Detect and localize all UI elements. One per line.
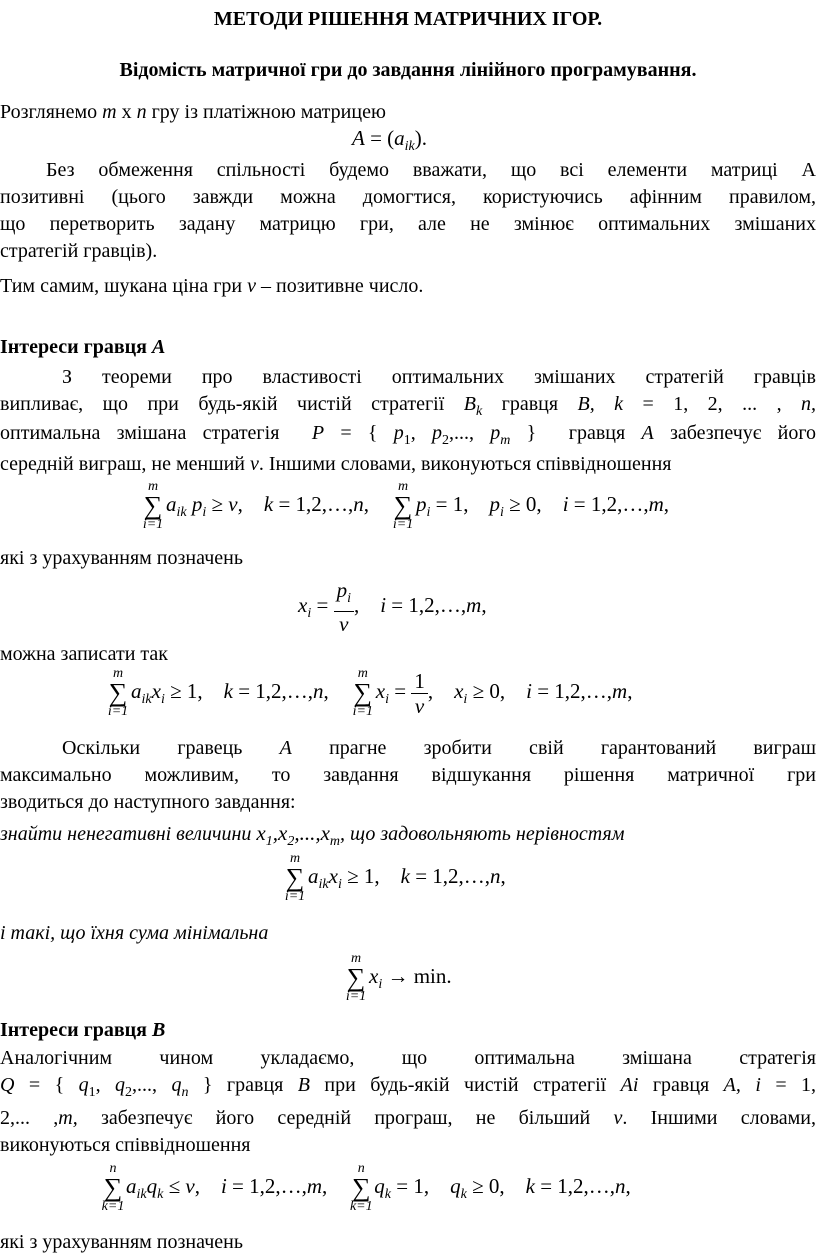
- sum-symbol: m ∑ i=1: [392, 479, 414, 532]
- formula-matrix: $A = (a_{ik})$.: [352, 126, 428, 155]
- text-notation-b: які з урахуванням позначень: [0, 1231, 243, 1253]
- formula-a3: m ∑ i=1 $a_{ik}x_i \ge 1$, k = 1,2,…,n, m ∑ i=1 $x_i$ = $\frac{1}{\nu}$ , $x_i \ge 0$, i = 1,2,…,m,: [105, 667, 632, 719]
- page-subtitle: Відомість матричної гри до завдання лінійного програмування.: [119, 59, 697, 81]
- paragraph-assumption-4: стратегій гравців).: [0, 240, 158, 262]
- paragraph-since-2: максимально можливим, то завдання відшукання рішення матричної гри: [0, 764, 816, 786]
- formula-a2: $x_i$ = $\frac{p_i}{\nu}$ , i = 1,2,…,m,: [298, 578, 487, 637]
- formula-a5: m ∑ i=1 $x_i \to \min$.: [343, 952, 452, 1004]
- paragraph-assumption-2: позитивні (цього завжди можна домогтися, користуючись афінним правилом,: [0, 186, 816, 208]
- task-line-2: і такі, що їхня сума мінімальна: [0, 922, 269, 944]
- section-a-line-4: середній виграш, не менший v. Іншими словами, виконуються співвідношення: [0, 453, 672, 475]
- sum-symbol: m ∑ i=1: [142, 479, 164, 532]
- section-a-line-2: випливає, що при будь-якій чистій стратегії $B_k$ гравця B, k = 1, 2, ... , n,: [0, 393, 816, 419]
- section-a-heading: Інтереси гравця А: [0, 336, 166, 358]
- paragraph-assumption-1: Без обмеження спільності будемо вважати, що всі елементи матриці А: [46, 159, 816, 181]
- section-a-line-3: оптимальна змішана стратегія P = { $p_1$, $p_2$,..., $p_m$ } гравця А забезпечує його: [0, 422, 816, 448]
- section-b-heading: Інтереси гравця В: [0, 1019, 166, 1041]
- sum-symbol: m ∑ i=1: [345, 951, 367, 1004]
- sum-symbol: n ∑ k=1: [349, 1161, 373, 1214]
- section-b-line-4: виконуються співвідношення: [0, 1134, 251, 1156]
- text-notation-a: які з урахуванням позначень: [0, 547, 243, 569]
- section-b-line-3: 2,... ,m, забезпечує його середній програш, не більший v. Іншими словами,: [0, 1107, 816, 1129]
- page-title: МЕТОДИ РІШЕННЯ МАТРИЧНИХ ІГОР.: [213, 8, 603, 30]
- section-b-line-2: Q = { $q_1$, $q_2$,..., $q_n$ } гравця В при будь-якій чистій стратегії Ai гравця А, i = 1,: [0, 1074, 816, 1100]
- sum-symbol: n ∑ k=1: [101, 1161, 125, 1214]
- formula-b1: n ∑ k=1 $a_{ik}q_k \le \nu$, i = 1,2,…,m, n ∑ k=1 $q_k = 1$, $q_k \ge 0$, k = 1,2,…,n,: [101, 1161, 631, 1214]
- sum-symbol: m ∑ i=1: [352, 666, 373, 719]
- intro-line: [0, 99, 816, 126]
- text-write-so: можна записати так: [0, 643, 168, 665]
- paragraph-value: Тим самим, шукана ціна гри v – позитивне число.: [0, 275, 424, 297]
- formula-a4: m ∑ i=1 $a_{ik}x_i \ge 1$, k = 1,2,…,n,: [282, 852, 506, 904]
- task-line: знайти ненегативні величини $x_1,x_2,...,x_m$, що задовольняють нерівностям: [0, 821, 625, 850]
- intro-text: Розглянемо m х n гру із платіжною матрицею: [0, 101, 386, 123]
- paragraph-assumption-3: що перетворить задану матрицю гри, але не змінює оптимальних змішаних: [0, 213, 816, 235]
- paragraph-since-3: зводиться до наступного завдання:: [0, 791, 296, 813]
- sum-symbol: m ∑ i=1: [284, 851, 306, 904]
- formula-a1: m ∑ i=1 $a_{ik}$ $p_i \ge \nu$, k = 1,2,…,n, m ∑ i=1 $p_i = 1$, $p_i \ge 0$, i = 1,2,…,m,: [140, 480, 669, 532]
- section-a-line-1: З теореми про властивості оптимальних змішаних стратегій гравців: [62, 366, 816, 388]
- paragraph-since-1: Оскільки гравець А прагне зробити свій гарантований виграш: [62, 737, 816, 759]
- sum-symbol: m ∑ i=1: [107, 666, 129, 719]
- section-b-line-1: Аналогічним чином укладаємо, що оптимальна змішана стратегія: [0, 1047, 816, 1069]
